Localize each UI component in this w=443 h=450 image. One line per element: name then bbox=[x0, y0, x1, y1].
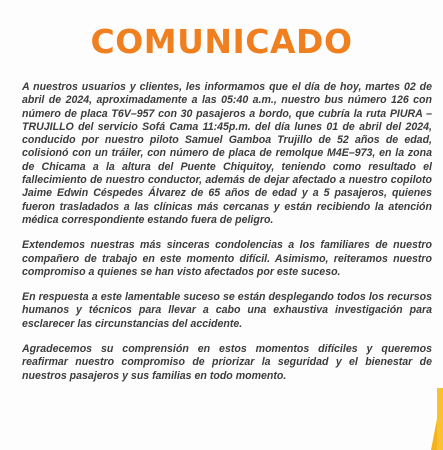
paragraph-incident: A nuestros usuarios y clientes, les informamos que el día de hoy, martes 02 de abril de 2024, aproximadamente a las 05:40 a.m., nuestro bus número 126 con número de placa T6V–957 con 30 pasajeros a bordo, que cubría la ruta PIURA – TRUJILLO del servicio Sofá Cama 11:45p.m. del día lunes 01 de abril del 2024, conducido por nuestro piloto Samuel Gamboa Trujillo de 52 años de edad, colisionó con un tráiler, con número de placa de remolque M4E–973, en la zona de Chicama a la altura del Puente Chiquitoy, teniendo como resultado el fallecimiento de nuestro conductor, además de dejar afectado a nuestro copiloto Jaime Edwin Céspedes Álvarez de 65 años de edad y a 5 pasajeros, quienes fueron trasladados a las clínicas más cercanas y están recibiendo la atención médica correspondiente estando fuera de peligro. bbox=[22, 81, 432, 226]
document-title: COMUNICADO bbox=[90, 22, 353, 61]
paragraph-gratitude: Agradecemos su comprensión en estos momentos difíciles y queremos reafirmar nuestro compromiso de priorizar la seguridad y el bienestar de nuestros pasajeros y sus familias en todo momento. bbox=[22, 343, 432, 382]
decorative-corner-strip bbox=[437, 388, 443, 450]
paragraph-investigation: En respuesta a este lamentable suceso se están desplegando todos los recursos humanos y técnicos para llevar a cabo una exhaustiva investigación para esclarecer las circunstancias del accidente. bbox=[22, 291, 432, 330]
document-body bbox=[22, 81, 432, 395]
paragraph-condolences: Extendemos nuestras más sinceras condolencias a los familiares de nuestro compañero de trabajo en este momento difícil. Asimismo, reiteramos nuestro compromiso a quienes se han visto afectados por este suceso. bbox=[22, 239, 432, 278]
